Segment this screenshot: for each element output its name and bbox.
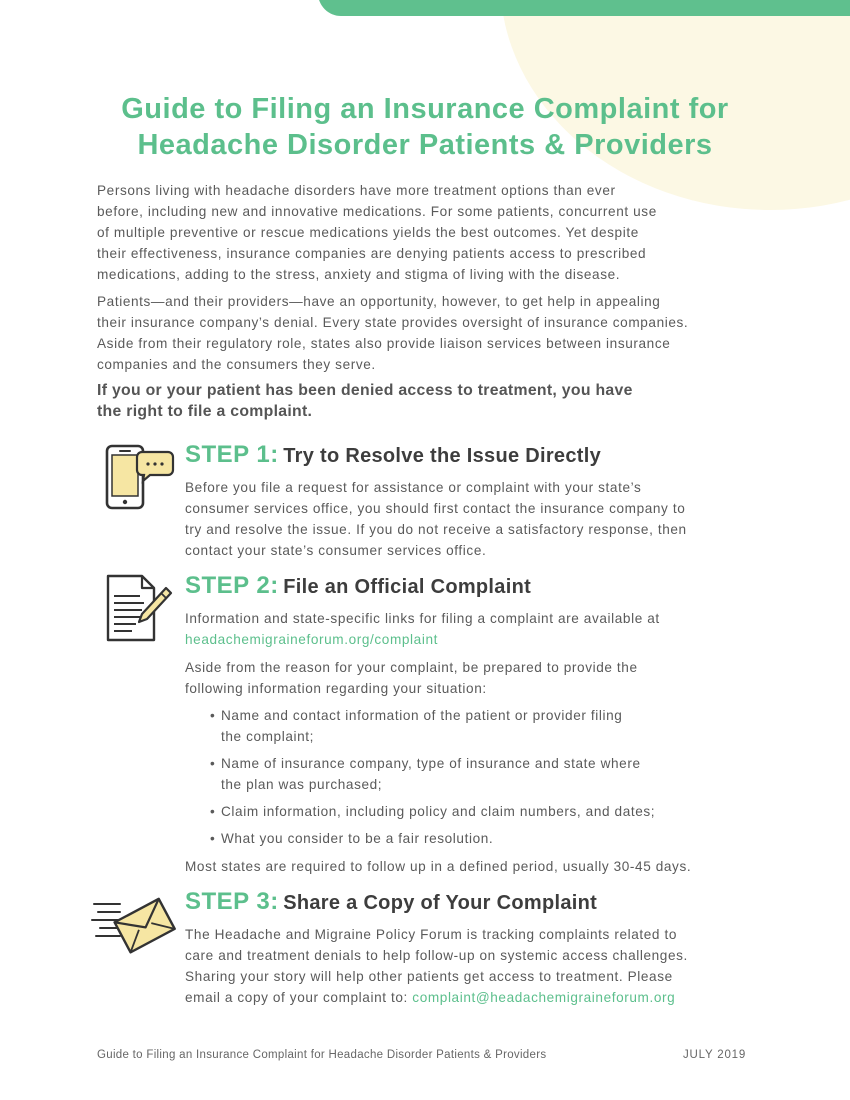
list-item bbox=[210, 753, 750, 795]
step-1-number: STEP 1: bbox=[185, 441, 279, 468]
text-line: care and treatment denials to help follow-up on systemic access challenges. bbox=[185, 948, 688, 963]
text-line: Persons living with headache disorders have more treatment options than ever bbox=[97, 183, 616, 198]
text-line: • Name and contact information of the patient or provider filing bbox=[221, 708, 623, 723]
text-line: The Headache and Migraine Policy Forum is tracking complaints related to bbox=[185, 927, 678, 942]
text-line: try and resolve the issue. If you do not receive a satisfactory response, then bbox=[185, 522, 687, 537]
list-item bbox=[210, 801, 750, 822]
text-line: the right to file a complaint. bbox=[97, 403, 313, 420]
step-2-number: STEP 2: bbox=[185, 572, 279, 599]
text-line: the plan was purchased; bbox=[221, 777, 383, 792]
text-line: Sharing your story will help other patients get access to treatment. Please bbox=[185, 969, 673, 984]
text-line: • Name of insurance company, type of insurance and state where bbox=[221, 756, 641, 771]
text-line: contact your state’s consumer services office. bbox=[185, 543, 487, 558]
list-item bbox=[210, 705, 750, 747]
text-line: Before you file a request for assistance or complaint with your state’s bbox=[185, 480, 642, 495]
step-3-heading bbox=[185, 888, 597, 916]
text-line: following information regarding your situation: bbox=[185, 681, 487, 696]
list-item bbox=[210, 828, 750, 849]
text-line: Aside from their regulatory role, states also provide liaison services between insurance bbox=[97, 336, 671, 351]
step-3-body bbox=[185, 924, 755, 1008]
step-2-followup: Most states are required to follow up in a defined period, usually 30-45 days. bbox=[185, 859, 692, 874]
text-line: before, including new and innovative medications. For some patients, concurrent use bbox=[97, 204, 657, 219]
text-line: consumer services office, you should first contact the insurance company to bbox=[185, 501, 686, 516]
step-3-number: STEP 3: bbox=[185, 888, 279, 915]
text-line: Patients—and their providers—have an opportunity, however, to get help in appealing bbox=[97, 294, 661, 309]
text-line: Information and state-specific links for filing a complaint are available at bbox=[185, 611, 660, 626]
complaint-link[interactable]: headachemigraineforum.org/complaint bbox=[185, 632, 438, 647]
title-line-1: Guide to Filing an Insurance Complaint for bbox=[121, 93, 729, 125]
footer-title: Guide to Filing an Insurance Complaint for Headache Disorder Patients & Providers bbox=[97, 1049, 547, 1061]
complaint-email-link[interactable]: complaint@headachemigraineforum.org bbox=[412, 990, 676, 1005]
text-line: If you or your patient has been denied access to treatment, you have bbox=[97, 382, 633, 399]
footer-date: JULY 2019 bbox=[683, 1049, 747, 1061]
text-line: companies and the consumers they serve. bbox=[97, 357, 376, 372]
page-title bbox=[40, 91, 810, 163]
text-line: • Claim information, including policy and claim numbers, and dates; bbox=[221, 804, 656, 819]
step-2-heading bbox=[185, 572, 531, 600]
text-line: their effectiveness, insurance companies are denying patients access to prescribed bbox=[97, 246, 647, 261]
decorative-green-bar bbox=[318, 0, 850, 16]
flying-envelope-icon bbox=[90, 888, 178, 960]
text-line: of multiple preventive or rescue medications yields the best outcomes. Yet despite bbox=[97, 225, 639, 240]
step-2-prepare bbox=[185, 657, 755, 699]
intro-paragraph-1 bbox=[97, 180, 757, 285]
text-line: medications, adding to the stress, anxiety and stigma of living with the disease. bbox=[97, 267, 621, 282]
text-line: Aside from the reason for your complaint, be prepared to provide the bbox=[185, 660, 638, 675]
text-line: the complaint; bbox=[221, 729, 315, 744]
document-pen-icon bbox=[102, 572, 174, 644]
email-prefix: email a copy of your complaint to: bbox=[185, 990, 408, 1005]
step-1-heading bbox=[185, 441, 601, 469]
intro-paragraph-2 bbox=[97, 291, 757, 375]
rights-statement bbox=[97, 380, 757, 422]
text-line: • What you consider to be a fair resolution. bbox=[221, 831, 494, 846]
step-2-intro bbox=[185, 608, 755, 650]
required-info-list bbox=[210, 705, 750, 855]
smartphone-chat-icon bbox=[100, 442, 176, 512]
title-line-2: Headache Disorder Patients & Providers bbox=[137, 129, 713, 161]
text-line: their insurance company’s denial. Every state provides oversight of insurance companies. bbox=[97, 315, 689, 330]
step-2-title: File an Official Complaint bbox=[283, 576, 532, 598]
step-1-title: Try to Resolve the Issue Directly bbox=[283, 445, 602, 467]
step-3-title: Share a Copy of Your Complaint bbox=[283, 892, 598, 914]
step-1-body bbox=[185, 477, 755, 561]
